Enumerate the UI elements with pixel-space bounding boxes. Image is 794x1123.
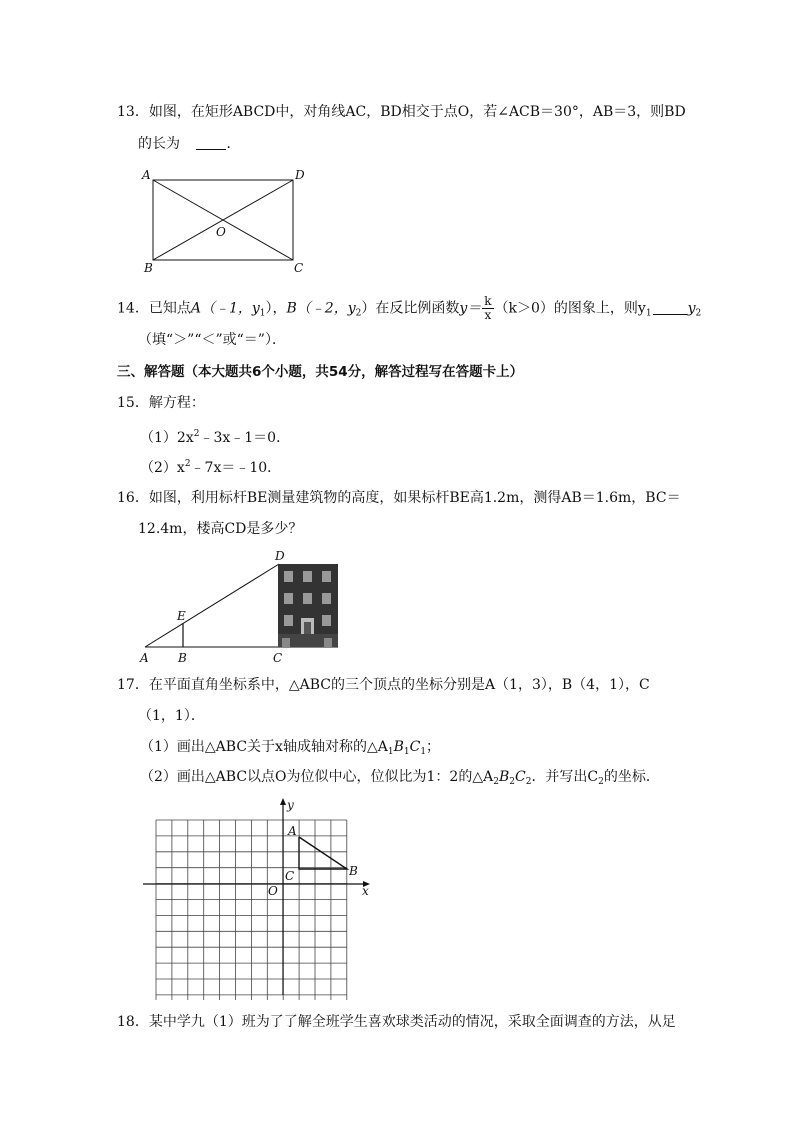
q17-part2-a: （2）画出△ABC以点O为位似中心，位似比为1：2的△A	[140, 769, 494, 785]
q14-fraction	[482, 295, 493, 322]
q15-equation2	[140, 454, 281, 478]
q15-title: 15．解方程：	[117, 395, 205, 411]
q14-condition: （k＞0）的图象上，则y	[494, 300, 646, 317]
q14-frac-num: k	[484, 294, 492, 308]
q16-label-e: E	[177, 609, 186, 623]
q14-answer-blank	[653, 300, 687, 315]
q17-part1-b: B	[393, 739, 404, 755]
q17-line1: 17．在平面直角坐标系中，△ABC的三个顶点的坐标分别是A（1，3），B（4，1），C	[117, 677, 650, 693]
q17-part1-s2: 1	[403, 747, 410, 757]
q16-building-figure	[135, 546, 350, 668]
q13-label-o: O	[216, 225, 226, 239]
q17-label-a: A	[288, 824, 297, 838]
q16-line2: 12.4m，楼高CD是多少？	[138, 521, 303, 537]
q15-eq2-sup: 2	[184, 459, 191, 469]
q18-line1: 18．某中学九（1）班为了了解全班学生喜欢球类活动的情况，采取全面调查的方法，从足	[117, 1014, 676, 1030]
q17-label-b: B	[349, 864, 358, 878]
q17-part2-c: C	[514, 769, 526, 785]
q13-line2	[138, 134, 240, 154]
q17-part2	[140, 767, 660, 792]
q17-part2-s2: 2	[509, 777, 515, 787]
q17-part1-a: （1）画出△ABC关于x轴成轴对称的△A	[140, 739, 388, 755]
q15-eq2-a: （2）x	[140, 460, 185, 476]
q13-label-d: D	[295, 168, 305, 182]
q17-part1-c: C	[409, 739, 421, 755]
q13-label-a: A	[142, 168, 151, 182]
q15-eq2-b: ﹣7x＝﹣10．	[190, 460, 282, 476]
q17-label-o: O	[268, 884, 278, 898]
grid-lines	[156, 820, 347, 1000]
q16-label-d: D	[275, 549, 285, 563]
q16-line1: 16．如图，利用标杆BE测量建筑物的高度，如果标杆BE高1.2m，测得AB＝1.6m，BC＝	[117, 490, 681, 506]
q13-label-c: C	[294, 261, 304, 275]
q17-part2-b: B	[498, 769, 510, 785]
q17-label-c: C	[285, 869, 295, 883]
q14-line1	[117, 295, 701, 327]
q16-label-b: B	[178, 651, 187, 665]
q15-equation1	[140, 424, 290, 448]
q17-label-x: x	[362, 884, 369, 898]
q13-label-b: B	[144, 261, 153, 275]
q14-y2-sub: 2	[695, 308, 702, 319]
q14-point-b: B（﹣2，y	[286, 300, 356, 317]
q13-line2-end: ．	[226, 136, 241, 152]
q13-rectangle-figure	[138, 165, 313, 280]
building-icon	[278, 564, 338, 647]
q17-coordinate-grid	[140, 795, 375, 1000]
q14-y1-sub: 1	[645, 308, 652, 319]
q13-answer-blank	[196, 135, 226, 150]
q17-part2-s3: 2	[525, 777, 532, 787]
q13-line1: 13．如图，在矩形ABCD中，对角线AC，BD相交于点O，若∠ACB＝30°，AB＝3，则BD	[117, 104, 686, 120]
q17-part2-s1: 2	[493, 777, 499, 787]
q15-eq1-sup: 2	[193, 429, 200, 439]
q16-label-a: A	[140, 651, 149, 665]
q17-part1-s3: 1	[420, 747, 427, 757]
q15-eq1-b: ﹣3x﹣1＝0．	[199, 430, 291, 446]
q14-point-a-close: ），	[265, 300, 287, 317]
q15-eq1-a: （1）2x	[140, 430, 194, 446]
q13-line2-text: 的长为	[138, 136, 180, 152]
q17-part1-s1: 1	[387, 747, 394, 757]
q14-point-a: A（﹣1，y	[190, 300, 260, 317]
q17-line2: （1，1）．	[138, 708, 205, 724]
q14-point-b-sub: 2	[355, 308, 362, 319]
q16-label-c: C	[273, 651, 283, 665]
q14-point-a-sub: 1	[259, 308, 266, 319]
q17-part1-end: ；	[426, 739, 441, 755]
triangle-abc	[299, 837, 347, 869]
q17-part2-s4: 2	[598, 777, 604, 787]
q17-part2-end: 的坐标．	[603, 769, 660, 785]
q14-line2: （填“＞”“＜”或“＝”）．	[138, 332, 286, 348]
q17-part2-d: ．并写出C	[531, 769, 599, 785]
q14-func-y: y＝	[459, 300, 482, 317]
q17-part1	[140, 737, 440, 762]
q17-label-y: y	[287, 798, 294, 812]
section3-heading: 三、解答题（本大题共6个小题，共54分，解答过程写在答题卡上）	[117, 364, 524, 380]
q14-y2: y	[687, 300, 696, 317]
q14-point-b-close: ）在反比例函数	[361, 300, 460, 317]
q14-pre: 14．已知点	[117, 300, 191, 317]
q14-frac-den: x	[484, 308, 492, 322]
